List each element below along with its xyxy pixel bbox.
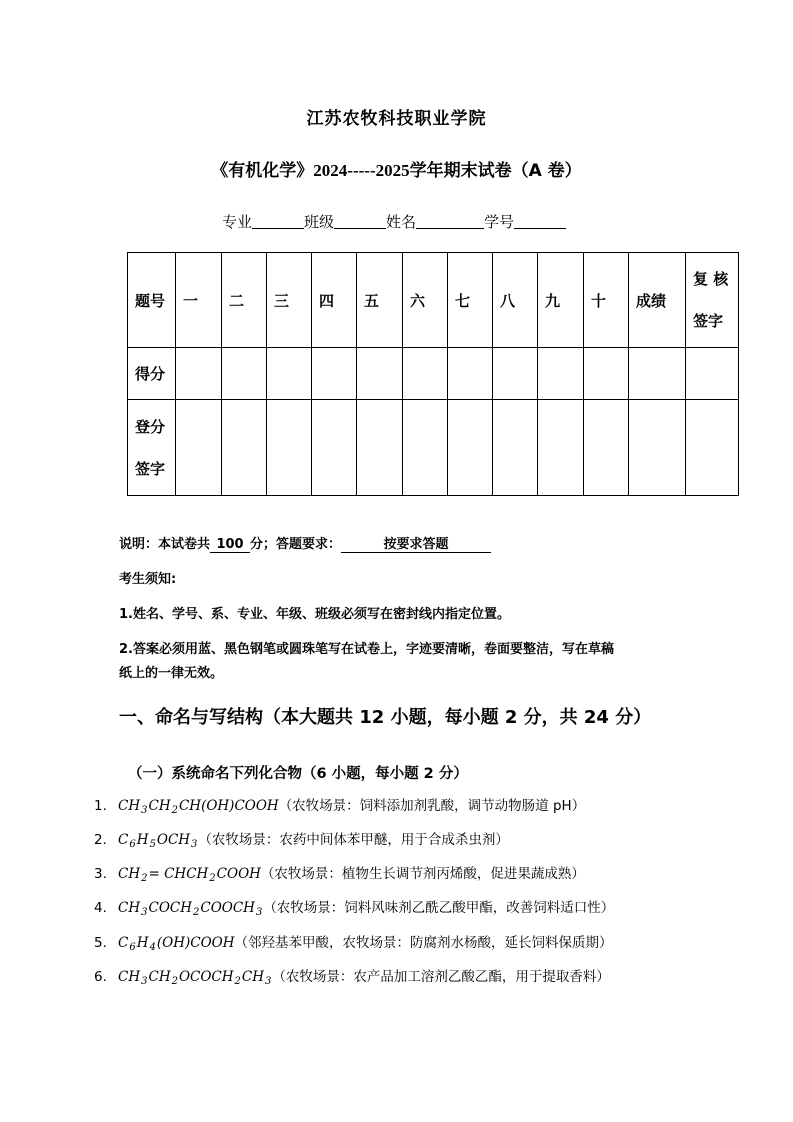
score-cell[interactable] (222, 348, 267, 400)
question-item (94, 828, 509, 850)
question-number: 6. (94, 969, 107, 985)
signin-cell[interactable] (584, 400, 629, 496)
question-description: （农牧场景：饲料添加剂乳酸，调节动物肠道 pH） (278, 798, 586, 814)
signin-cell[interactable] (312, 400, 357, 496)
column-header: 九 (538, 253, 584, 348)
question-item (94, 862, 585, 884)
question-description: （邻羟基苯甲酸，农牧场景：防腐剂水杨酸，延长饲料保质期） (234, 935, 613, 951)
score-cell[interactable] (584, 348, 629, 400)
notice-item-2-continued: 纸上的一律无效。 (119, 666, 224, 681)
signin-cell[interactable] (538, 400, 584, 496)
notice-item-1: 1.姓名、学号、系、专业、年级、班级必须写在密封线内指定位置。 (119, 607, 510, 622)
question-description: （农牧场景：农药中间体苯甲醚，用于合成杀虫剂） (198, 832, 509, 848)
score-cell[interactable] (403, 348, 448, 400)
chemical-formula: $CH_3CH_2OCOCH_2CH_3$ (118, 969, 272, 987)
question-item (94, 794, 585, 816)
question-item (94, 896, 614, 918)
signin-cell[interactable] (267, 400, 312, 496)
question-number: 1. (94, 798, 107, 814)
signin-cell[interactable] (493, 400, 538, 496)
column-header: 八 (493, 253, 538, 348)
exam-title (0, 156, 793, 181)
school-name: 江苏农牧科技职业学院 (306, 109, 487, 129)
review-label-2: 签字 (693, 312, 724, 330)
signin-cell[interactable] (448, 400, 493, 496)
column-header: 一 (176, 253, 222, 348)
question-number: 3. (94, 866, 107, 882)
points-unit: 分；答题要求： (250, 537, 342, 552)
question-description: （农牧场景：植物生长调节剂丙烯酸，促进果蔬成熟） (260, 866, 585, 882)
signin-cell[interactable] (222, 400, 267, 496)
score-cell[interactable] (493, 348, 538, 400)
subsection-1-title: （一）系统命名下列化合物（6 小题，每小题 2 分） (128, 766, 468, 782)
column-header: 五 (357, 253, 403, 348)
score-cell[interactable] (448, 348, 493, 400)
exam-title-course: 《有机化学》 (211, 161, 314, 181)
student-id-label: 学号 (484, 213, 515, 231)
score-row-label: 得分 (128, 348, 176, 400)
score-review-cell[interactable] (686, 348, 739, 400)
class-label: 班级 (304, 213, 335, 231)
header-label-cell: 题号 (128, 253, 176, 348)
notice-title: 考生须知: (119, 572, 177, 587)
exam-title-rest: 学年期末试卷（A 卷） (409, 161, 582, 181)
total-points: 100 (210, 537, 250, 553)
desc-prefix: 说明：本试卷共 (119, 537, 211, 552)
signin-review-cell[interactable] (686, 400, 739, 496)
name-label: 姓名 (386, 213, 417, 231)
chemical-formula: $C_6H_5OCH_3$ (118, 832, 198, 850)
score-cell[interactable] (312, 348, 357, 400)
name-blank[interactable] (416, 214, 484, 229)
chemical-formula: $C_6H_4(OH)COOH$ (118, 935, 235, 953)
review-header (686, 253, 739, 348)
score-total-cell[interactable] (629, 348, 686, 400)
question-number: 5. (94, 935, 107, 951)
column-header: 七 (448, 253, 493, 348)
question-description: （农牧场景：饲料风味剂乙酰乙酸甲酯，改善饲料适口性） (263, 900, 615, 916)
chemical-formula: $CH_2=$ $CHCH_2COOH$ (118, 866, 261, 884)
question-item (94, 931, 613, 953)
signin-cell[interactable] (357, 400, 403, 496)
score-table (127, 252, 739, 496)
column-header: 六 (403, 253, 448, 348)
score-row (128, 348, 739, 400)
question-item (94, 965, 610, 987)
total-header: 成绩 (629, 253, 686, 348)
signin-total-cell[interactable] (629, 400, 686, 496)
signin-row-label (128, 400, 176, 496)
chemical-formula: $CH_3CH_2CH(OH)COOH$ (118, 798, 279, 816)
column-header: 十 (584, 253, 629, 348)
score-cell[interactable] (176, 348, 222, 400)
class-blank[interactable] (334, 214, 386, 229)
exam-description (119, 533, 491, 553)
signin-label-2: 签字 (135, 459, 166, 478)
score-cell[interactable] (267, 348, 312, 400)
answer-requirement: 按要求答题 (341, 533, 491, 553)
signin-label-1: 登分 (135, 417, 166, 436)
question-number: 4. (94, 900, 107, 916)
score-cell[interactable] (357, 348, 403, 400)
major-label: 专业 (222, 213, 253, 231)
score-table-header-row (128, 253, 739, 348)
review-label-1: 复 核 (693, 270, 729, 288)
question-description: （农牧场景：农产品加工溶剂乙酸乙酯，用于提取香料） (272, 969, 610, 985)
signin-row (128, 400, 739, 496)
column-header: 三 (267, 253, 312, 348)
signin-cell[interactable] (403, 400, 448, 496)
major-blank[interactable] (252, 214, 304, 229)
question-number: 2. (94, 832, 107, 848)
exam-title-years: 2024-----2025 (313, 161, 410, 180)
column-header: 四 (312, 253, 357, 348)
signin-cell[interactable] (176, 400, 222, 496)
student-info-fields (222, 211, 566, 232)
column-header: 二 (222, 253, 267, 348)
section-1-title: 一、命名与写结构（本大题共 12 小题，每小题 2 分，共 24 分） (119, 707, 652, 728)
score-cell[interactable] (538, 348, 584, 400)
chemical-formula: $CH_3COCH_2COOCH_3$ (118, 900, 263, 918)
notice-item-2: 2.答案必须用蓝、黑色钢笔或圆珠笔写在试卷上，字迹要清晰，卷面要整洁，写在草稿 (119, 642, 614, 657)
student-id-blank[interactable] (514, 214, 566, 229)
